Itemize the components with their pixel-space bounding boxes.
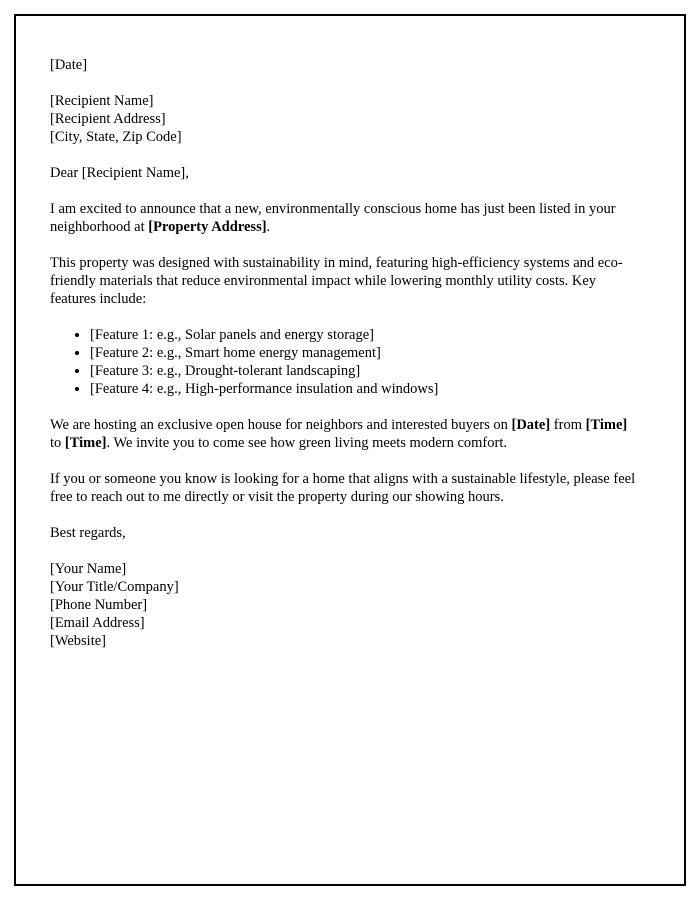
feature-item-1: • [Feature 1: e.g., Solar panels and energy storage] [90,326,636,344]
open-house-time-end-placeholder: [Time] [64,435,107,451]
open-house-text-3: to [50,435,65,451]
intro-text: I am excited to announce that a new, environmentally conscious home has just been listed in your neighborhood at [50,201,616,235]
open-house-date-placeholder: [Date] [511,417,551,433]
recipient-block [50,92,636,146]
description-paragraph: This property was designed with sustainability in mind, featuring high-efficiency systems and eco-friendly materials that reduce environmental impact while lowering monthly utility costs. Key features include: [50,255,623,307]
feature-list [50,326,636,398]
letter-page [14,14,686,886]
signature-website: [Website] [50,633,107,649]
intro-paragraph [50,200,636,236]
open-house-text-4: . We invite you to come see how green living meets modern comfort. [106,435,507,451]
date-placeholder: [Date] [50,57,88,73]
recipient-address: [Recipient Address] [50,111,166,127]
property-address-placeholder: [Property Address] [148,219,267,235]
open-house-paragraph [50,416,636,452]
recipient-city-state-zip: [City, State, Zip Code] [50,129,182,145]
signature-block [50,560,636,650]
open-house-text-2: from [550,417,586,433]
signature-phone: [Phone Number] [50,597,148,613]
feature-item-2: • [Feature 2: e.g., Smart home energy management] [90,344,636,362]
closing: Best regards, [50,525,126,541]
recipient-name: [Recipient Name] [50,93,154,109]
open-house-text-1: We are hosting an exclusive open house for neighbors and interested buyers on [50,417,512,433]
outreach-paragraph: If you or someone you know is looking for a home that aligns with a sustainable lifestyle, please feel free to reach out to me directly or visit the property during our showing hours. [50,471,636,505]
feature-item-3: • [Feature 3: e.g., Drought-tolerant landscaping] [90,362,636,380]
open-house-time-start-placeholder: [Time] [585,417,628,433]
salutation: Dear [Recipient Name], [50,165,189,181]
intro-period: . [266,219,271,235]
signature-email: [Email Address] [50,615,145,631]
signature-name: [Your Name] [50,561,127,577]
signature-title-company: [Your Title/Company] [50,579,179,595]
feature-item-4: • [Feature 4: e.g., High-performance insulation and windows] [90,380,636,398]
